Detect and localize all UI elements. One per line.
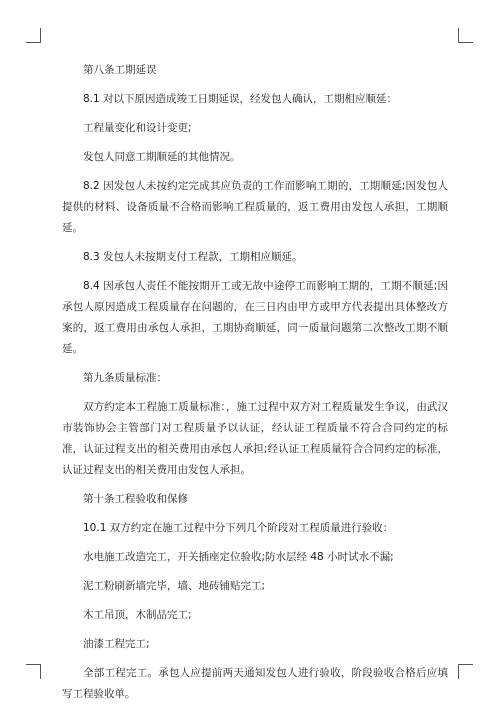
list-item-masonry-tiling: 泥工粉刷新墙完毕，墙、地砖铺贴完工; bbox=[83, 580, 266, 592]
paragraph-8-3: 8.3 发包人未按期支付工程款，工期相应顺延。 bbox=[83, 251, 303, 263]
list-item-scope-change: 工程量变化和设计变更; bbox=[83, 122, 192, 134]
list-item-painting: 油漆工程完工; bbox=[83, 638, 150, 650]
paragraph-8-4: 8.4 因承包人责任不能按期开工或无故中途停工而影响工期的，工期不顺延;因承包人原因造成工程质量存在问题的，在三日内由甲方或甲方代表提出具体整改方案的，返工费用由承包人承担，工期协商顺延，同一质量问题第二次整改工期不顺延。 bbox=[62, 280, 448, 355]
list-item-final-completion: 全部工程完工。承包人应提前两天通知发包人进行验收，阶段验收合格后应填写工程验收单。 bbox=[62, 667, 448, 700]
document-body bbox=[62, 60, 448, 713]
paragraph-8-2: 8.2 因发包人未按约定完成其应负责的工作而影响工期的，工期顺延;因发包人提供的材料、设备质量不合格而影响工程质量的，返工费用由发包人承担，工期顺延。 bbox=[62, 180, 448, 234]
list-item-other-delay: 发包人同意工期顺延的其他情况。 bbox=[83, 151, 241, 163]
crop-mark-bottom-left bbox=[26, 664, 41, 679]
crop-mark-top-right bbox=[458, 28, 473, 43]
section-heading-article-10: 第十条工程验收和保修 bbox=[83, 493, 188, 505]
paragraph-8-1: 8.1 对以下原因造成竣工日期延误，经发包人确认，工期相应顺延： bbox=[83, 93, 398, 105]
paragraph-10-1: 10.1 双方约定在施工过程中分下列几个阶段对工程质量进行验收： bbox=[83, 522, 394, 534]
list-item-plumbing-electrical: 水电施工改造完工，开关插座定位验收;防水层经 48 小时试水不漏; bbox=[83, 551, 394, 563]
crop-mark-bottom-right bbox=[458, 664, 473, 679]
list-item-carpentry: 木工吊顶，木制品完工; bbox=[83, 609, 192, 621]
section-heading-article-8: 第八条工期延误 bbox=[83, 64, 157, 76]
crop-mark-top-left bbox=[26, 28, 41, 43]
section-heading-article-9: 第九条质量标准： bbox=[83, 372, 167, 384]
paragraph-quality-standard: 双方约定本工程施工质量标准：，施工过程中双方对工程质量发生争议，由武汉市装饰协会主管部门对工程质量予以认证，经认证工程质量不符合合同约定的标准，认证过程支出的相关费用由承包人承担;经认证工程质量符合合同约定的标准，认证过程支出的相关费用由发包人承担。 bbox=[62, 401, 448, 476]
